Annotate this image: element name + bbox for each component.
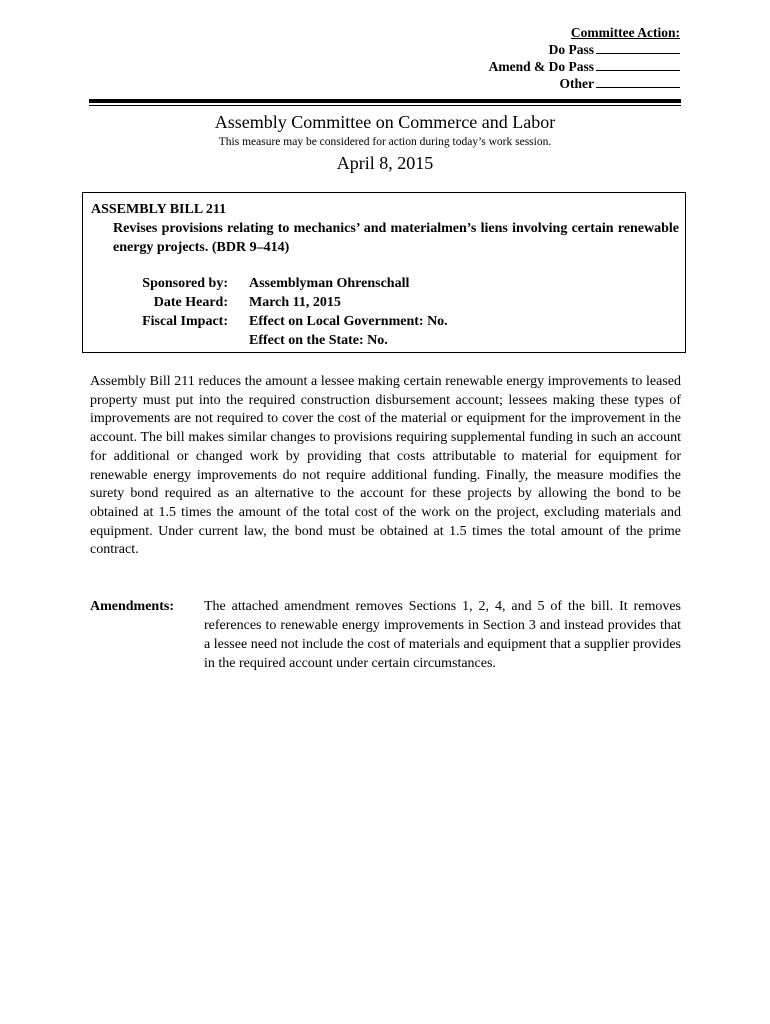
committee-action-block bbox=[420, 24, 680, 92]
committee-action-blank-line bbox=[596, 58, 680, 71]
meeting-date: April 8, 2015 bbox=[336, 153, 434, 173]
header-rule-thick bbox=[89, 99, 681, 103]
fiscal-impact-label: Fiscal Impact: bbox=[142, 314, 228, 329]
sponsored-by-label: Sponsored by: bbox=[142, 276, 228, 291]
committee-action-blank-line bbox=[596, 75, 680, 88]
committee-action-option-label: Amend & Do Pass bbox=[488, 59, 594, 74]
amendments-text: The attached amendment removes Sections 1, 2, 4, and 5 of the bill. It removes references to renewable energy improvements in Section 3 and instead provides that a lessee need not include the cost of materials and equipment that a supplier provides in the required account under certain circumstances. bbox=[204, 599, 681, 671]
bill-summary-box bbox=[82, 192, 686, 353]
committee-action-option-label: Do Pass bbox=[548, 42, 594, 57]
committee-action-blank-line bbox=[596, 41, 680, 54]
header-rule-thin bbox=[89, 105, 681, 106]
committee-action-do-pass bbox=[420, 41, 680, 58]
fiscal-impact-state: Effect on the State: No. bbox=[249, 333, 388, 348]
bill-summary-paragraph: Assembly Bill 211 reduces the amount a lessee making certain renewable energy improvements to leased property must put into the required construction disbursement account; lessees making these types of improvements are not required to cover the cost of the material or equipment for the improvement in the account. The bill makes similar changes to provisions requiring supplemental funding in such an account for additional or changed work by providing that costs attributable to material for equipment for renewable energy improvements do not require additional funding. Finally, the measure modifies the surety bond required as an alternative to the account for these projects by allowing the bond to be obtained at 1.5 times the amount of the total cost of the work on the project, excluding materials and equipment. Under current law, the bond must be obtained at 1.5 times the total amount of the prime contract. bbox=[90, 374, 681, 558]
date-heard-value: March 11, 2015 bbox=[249, 295, 341, 310]
date-heard-label: Date Heard: bbox=[153, 295, 228, 310]
amendments-label: Amendments: bbox=[90, 599, 174, 614]
committee-action-other bbox=[420, 75, 680, 92]
work-session-note: This measure may be considered for action during today’s work session. bbox=[218, 136, 552, 148]
fiscal-impact-local: Effect on Local Government: No. bbox=[249, 314, 448, 329]
committee-action-option-label: Other bbox=[559, 76, 594, 91]
sponsored-by-value: Assemblyman Ohrenschall bbox=[249, 276, 410, 291]
committee-action-amend-do-pass bbox=[420, 58, 680, 75]
committee-action-title: Committee Action: bbox=[570, 25, 680, 40]
committee-title: Assembly Committee on Commerce and Labor bbox=[214, 112, 556, 132]
bill-description: Revises provisions relating to mechanics’ and materialmen’s liens involving certain renewable energy projects. (BDR 9–414) bbox=[113, 221, 679, 255]
bill-number: ASSEMBLY BILL 211 bbox=[91, 202, 227, 217]
